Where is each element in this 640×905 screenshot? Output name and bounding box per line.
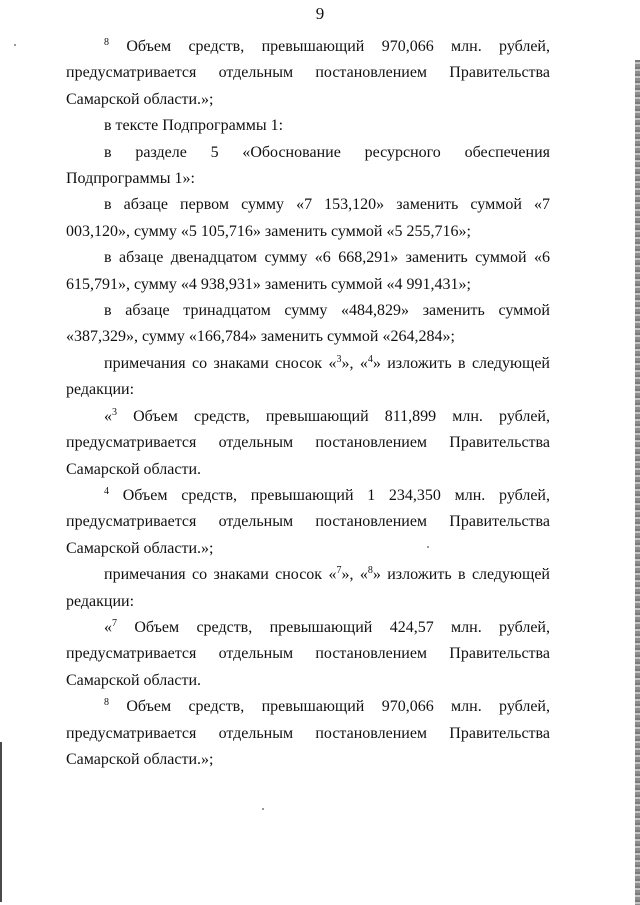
- paragraph-text: » изложить в следующей редакции:: [66, 354, 550, 399]
- footnote-mark: 4: [367, 353, 373, 365]
- footnote-mark: 3: [112, 406, 117, 418]
- paragraph-text: Объем средств, превышающий 424,57 млн. рублей, предусматривается отдельным постановлением Правительства Самарской области.: [66, 618, 550, 689]
- paragraph-text: примечания со знаками сносок «: [104, 566, 337, 584]
- paragraph-footnote-4: [66, 483, 550, 562]
- footnote-mark: 8: [367, 565, 373, 577]
- scan-left-edge-line: [0, 742, 2, 902]
- paragraph-abzac-1: в абзаце первом сумму «7 153,120» заменить суммой «7 003,120», сумму «5 105,716» заменить суммой «5 255,716»;: [66, 196, 550, 240]
- paragraph-abzac-12: в абзаце двенадцатом сумму «6 668,291» заменить суммой «6 615,791», сумму «4 938,931» заменить суммой «4 991,431»;: [66, 249, 550, 293]
- paragraph-text: примечания со знаками сносок «: [104, 354, 337, 372]
- paragraph-text: », «: [341, 354, 368, 372]
- footnote-mark: 3: [336, 353, 342, 365]
- paragraph-footnote-3: [66, 404, 550, 483]
- paragraph-footnote-8-bottom: [66, 694, 550, 773]
- quote-open: «: [104, 407, 112, 425]
- paragraph-footnote-8-top: [66, 34, 550, 113]
- paragraph-text: Объем средств, превышающий 970,066 млн. рублей, предусматривается отдельным постановлением Правительства Самарской области.»;: [66, 38, 550, 108]
- document-body: [66, 34, 550, 773]
- quote-open: «: [104, 618, 112, 636]
- page-number: 9: [315, 4, 325, 23]
- scan-speck: [14, 44, 16, 46]
- paragraph-section-5: в разделе 5 «Обоснование ресурсного обеспечения Подпрограммы 1»:: [66, 143, 550, 188]
- paragraph-text: Объем средств, превышающий 970,066 млн. рублей, предусматривается отдельным постановлением Правительства Самарской области.»;: [66, 698, 550, 768]
- footnote-mark: 7: [112, 617, 117, 629]
- paragraph-subprogram-intro: в тексте Подпрограммы 1:: [104, 117, 284, 135]
- footnote-mark: 8: [104, 697, 109, 709]
- scan-speck: [262, 808, 264, 810]
- paragraph-text: », «: [341, 566, 368, 584]
- footnote-mark: 8: [104, 37, 109, 48]
- scan-speck: [427, 546, 429, 548]
- paragraph-text: » изложить в следующей редакции:: [66, 566, 550, 610]
- footnote-mark: 4: [104, 485, 109, 497]
- paragraph-abzac-13: в абзаце тринадцатом сумму «484,829» заменить суммой «387,329», сумму «166,784» заменить суммой «264,284»;: [66, 302, 550, 346]
- paragraph-text: Объем средств, превышающий 811,899 млн. рублей, предусматривается отдельным постановлением Правительства Самарской области.: [66, 407, 550, 478]
- paragraph-footnote-7: [66, 615, 550, 694]
- paragraph-notes-3-4: [66, 351, 550, 404]
- paragraph-notes-7-8: [66, 562, 550, 615]
- paragraph-text: Объем средств, превышающий 1 234,350 млн. рублей, предусматривается отдельным постановлением Правительства Самарской области.»;: [66, 486, 550, 557]
- scan-edge-shadow: [635, 60, 640, 905]
- footnote-mark: 7: [336, 565, 342, 577]
